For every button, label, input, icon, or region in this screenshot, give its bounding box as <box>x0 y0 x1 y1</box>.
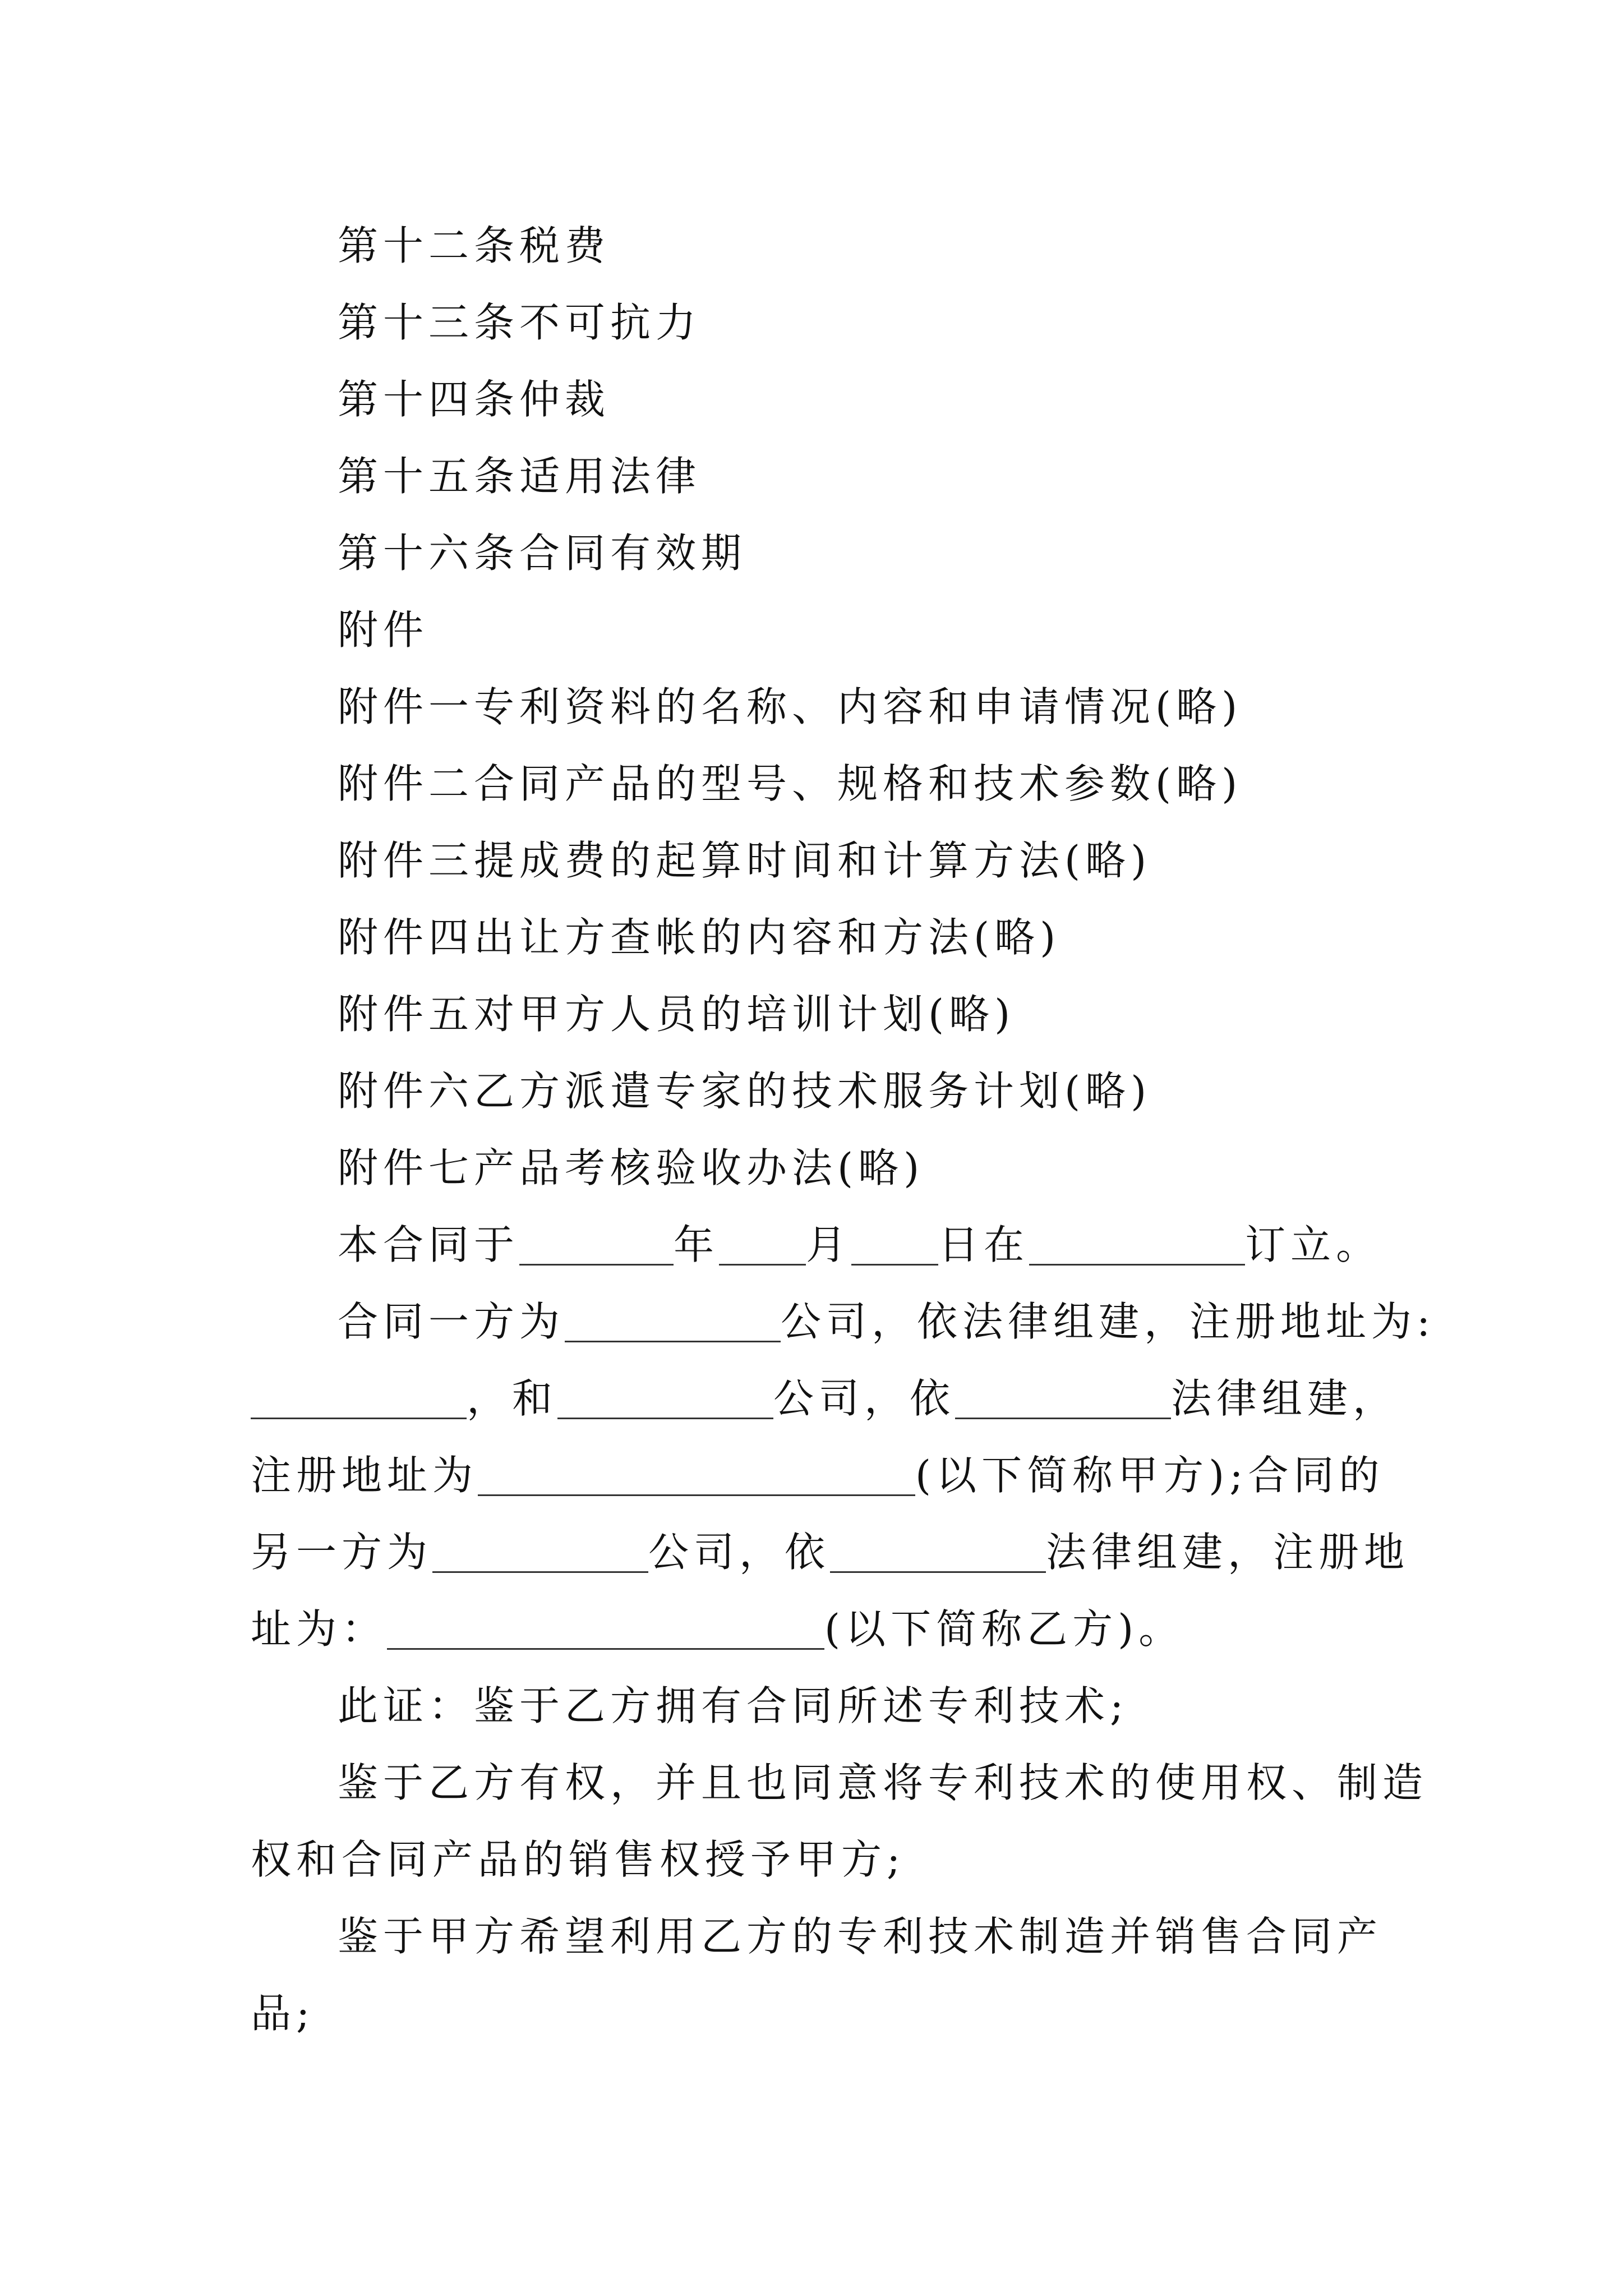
signing-line <box>251 1207 1384 1283</box>
party-text: (以下简称乙方)。 <box>824 1605 1184 1653</box>
blank-company-a <box>565 1300 781 1342</box>
toc-line: 第十四条仲裁 <box>338 376 611 423</box>
party-text: 址为： <box>251 1605 388 1653</box>
party-line <box>251 1360 1399 1437</box>
attachments-heading: 附件 <box>338 606 429 654</box>
whereas-line: 品; <box>251 1990 315 2037</box>
party-line <box>251 1437 1384 1514</box>
party-text: 法律组建，注册地 <box>1046 1529 1410 1576</box>
signing-prefix: 本合同于 <box>338 1221 520 1268</box>
party-line <box>251 1283 1436 1360</box>
party-line <box>251 1591 1384 1668</box>
party-text: 公司，依 <box>773 1375 956 1422</box>
party-text: 另一方为 <box>251 1529 433 1576</box>
party-text: 合同一方为 <box>338 1298 565 1345</box>
blank-company-b <box>432 1531 648 1573</box>
attachment-line: 附件一专利资料的名称、内容和申请情况(略) <box>338 683 1243 730</box>
signing-year-label: 年 <box>674 1221 720 1268</box>
blank-address-a <box>251 1377 467 1419</box>
attachment-line: 附件七产品考核验收办法(略) <box>338 1144 925 1191</box>
whereas-line: 权和合同产品的销售权授予甲方; <box>251 1836 906 1883</box>
attachment-line: 附件四出让方查帐的内容和方法(略) <box>338 914 1061 961</box>
document-body <box>251 208 1436 2052</box>
whereas-line: 鉴于乙方有权，并且也同意将专利技术的使用权、制造 <box>338 1759 1428 1806</box>
party-text: 公司，依法律组建，注册地址为: <box>781 1298 1436 1345</box>
whereas-line: 此证：鉴于乙方拥有合同所述专利技术; <box>338 1682 1129 1729</box>
toc-line: 第十五条适用法律 <box>338 453 702 500</box>
blank-law-a <box>955 1377 1171 1419</box>
blank-place <box>1029 1223 1245 1266</box>
toc-line: 第十三条不可抗力 <box>338 299 702 346</box>
attachment-line: 附件三提成费的起算时间和计算方法(略) <box>338 837 1152 884</box>
party-text: ，和 <box>467 1375 558 1422</box>
blank-year <box>519 1223 674 1266</box>
attachment-line: 附件五对甲方人员的培训计划(略) <box>338 991 1016 1038</box>
signing-day-label: 日在 <box>938 1221 1030 1268</box>
attachment-line: 附件六乙方派遣专家的技术服务计划(略) <box>338 1068 1152 1115</box>
party-text: 注册地址为 <box>251 1452 478 1499</box>
party-line <box>251 1514 1410 1591</box>
party-text: 公司，依 <box>648 1529 831 1576</box>
blank-month <box>719 1223 806 1266</box>
blank-day <box>851 1223 938 1266</box>
party-text: (以下简称甲方);合同的 <box>915 1452 1385 1499</box>
whereas-line: 鉴于甲方希望利用乙方的专利技术制造并销售合同产 <box>338 1913 1383 1960</box>
signing-suffix: 订立。 <box>1245 1221 1382 1268</box>
blank-company-a2 <box>557 1377 773 1419</box>
blank-address-a2 <box>478 1454 915 1496</box>
toc-line: 第十二条税费 <box>338 222 611 269</box>
toc-line: 第十六条合同有效期 <box>338 530 747 577</box>
party-text: 法律组建， <box>1171 1375 1399 1422</box>
attachment-line: 附件二合同产品的型号、规格和技术参数(略) <box>338 760 1243 807</box>
blank-address-b <box>387 1608 824 1650</box>
blank-law-b <box>830 1531 1046 1573</box>
signing-month-label: 月 <box>806 1221 852 1268</box>
